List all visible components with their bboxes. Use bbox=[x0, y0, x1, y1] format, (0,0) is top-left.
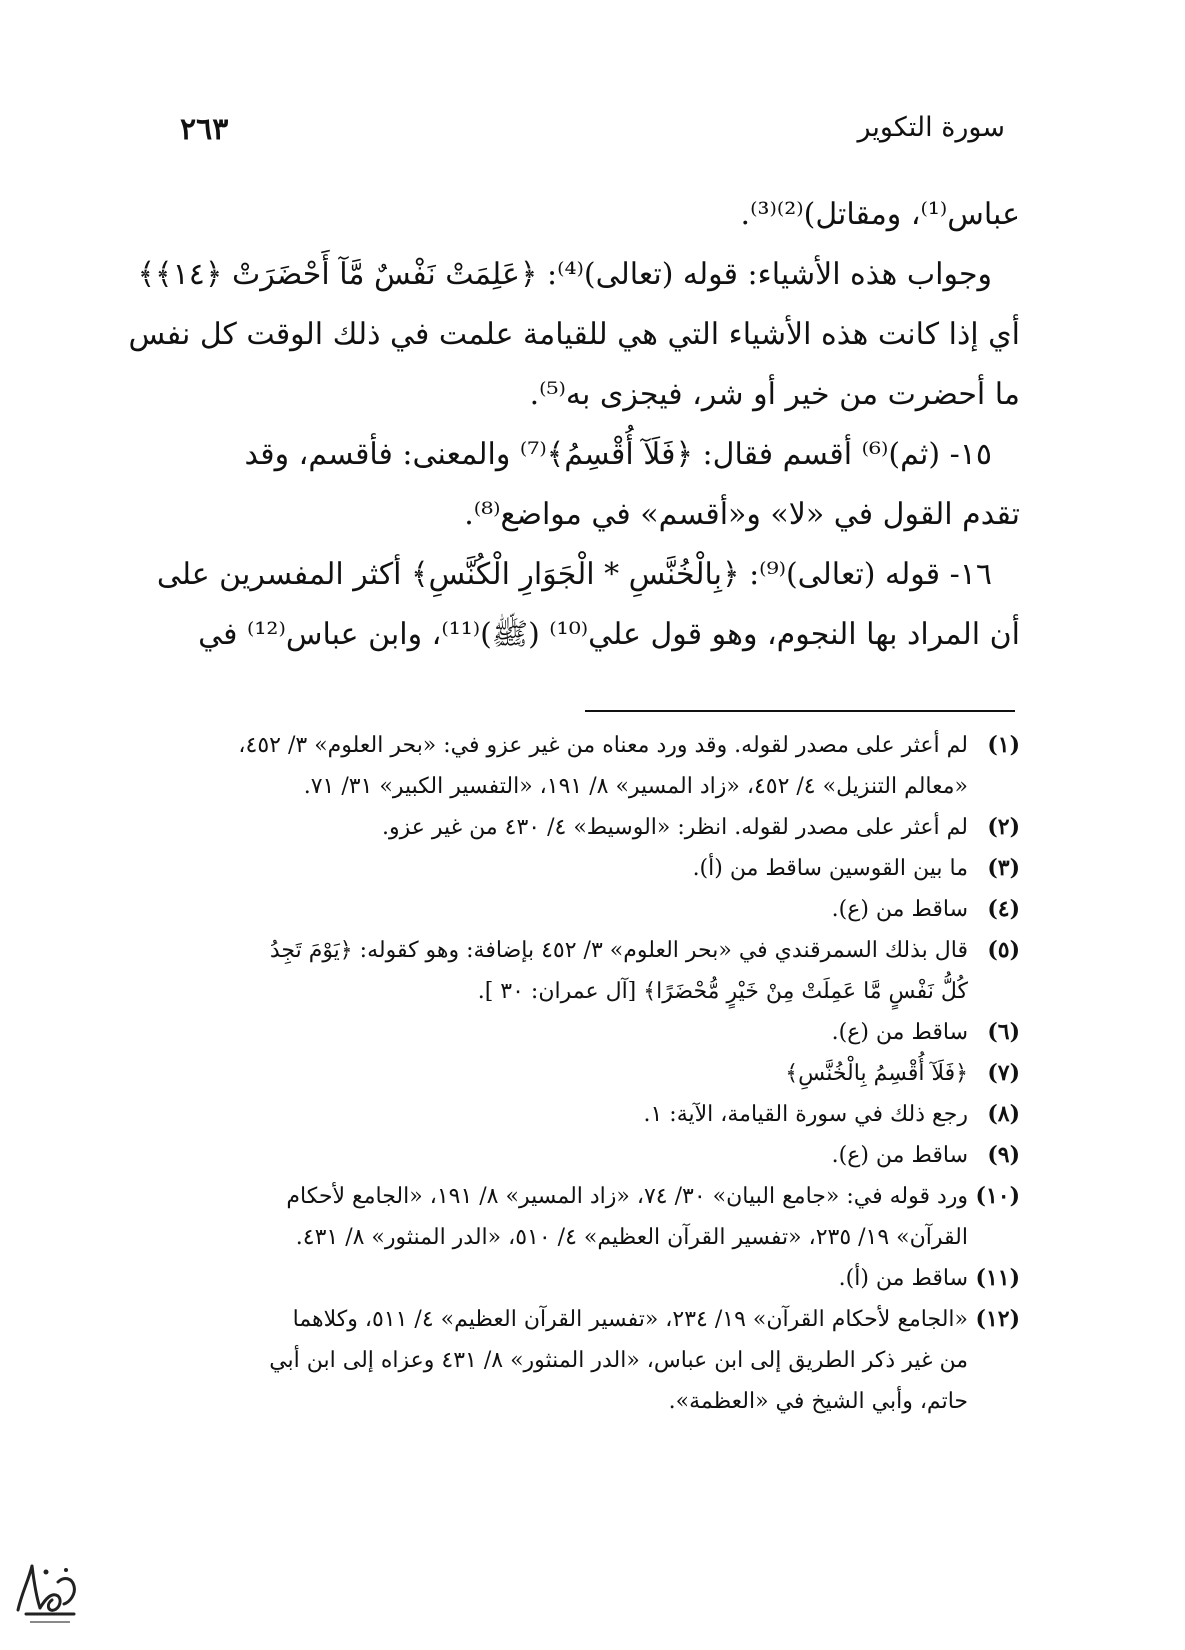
footnote-number: (٢) bbox=[987, 814, 1020, 840]
main-line: ١٦- قوله (تعالى)⁽⁹⁾: ﴿بِالْخُنَّسِ * الْجَوَارِ الْكُنَّسِ﴾ أكثر المفسرين على bbox=[156, 557, 992, 592]
footnote-text: ساقط من (أ). bbox=[838, 1266, 968, 1291]
footnote-text: «الجامع لأحكام القرآن» ١٩/ ٢٣٤، «تفسير القرآن العظيم» ٤/ ٥١١، وكلاهما bbox=[292, 1307, 968, 1332]
footnote-continuation: القرآن» ١٩/ ٢٣٥، «تفسير القرآن العظيم» ٤/ ٥١٠، «الدر المنثور» ٨/ ٤٣١. bbox=[295, 1225, 968, 1250]
footnote bbox=[140, 1012, 1020, 1053]
footnote-number: (٥) bbox=[987, 937, 1020, 963]
calligraphy-logo bbox=[12, 1552, 84, 1630]
footnote bbox=[140, 1176, 1020, 1217]
footnote-number: (٤) bbox=[987, 896, 1020, 922]
footnote bbox=[140, 807, 1020, 848]
main-line: أن المراد بها النجوم، وهو قول علي⁽¹⁰⁾ (ﷺ)⁽¹¹⁾، وابن عباس⁽¹²⁾ في bbox=[198, 617, 1020, 652]
footnote bbox=[140, 725, 1020, 766]
footnote-number: (٦) bbox=[987, 1019, 1020, 1045]
footnote-number: (١١) bbox=[975, 1265, 1020, 1291]
footnote bbox=[140, 1135, 1020, 1176]
page-number: ٢٦٣ bbox=[180, 112, 229, 147]
footnotes bbox=[140, 725, 1020, 1422]
footnote bbox=[140, 1299, 1020, 1340]
footnote-number: (١٢) bbox=[975, 1306, 1020, 1332]
footnote-text: ﴿فَلَآ أُقْسِمُ بِالْخُنَّسِ﴾ bbox=[785, 1061, 968, 1086]
footnote-text: لم أعثر على مصدر لقوله. وقد ورد معناه من غير عزو في: «بحر العلوم» ٣/ ٤٥٢، bbox=[238, 733, 968, 758]
main-line: ما أحضرت من خير أو شر، فيجزى به⁽⁵⁾. bbox=[529, 377, 1020, 412]
footnote-number: (٨) bbox=[987, 1101, 1020, 1127]
main-line: عباس⁽¹⁾، ومقاتل)⁽²⁾⁽³⁾. bbox=[740, 197, 1020, 232]
footnote-text: ساقط من (ع). bbox=[831, 1143, 968, 1168]
footnote-continuation: حاتم، وأبي الشيخ في «العظمة». bbox=[668, 1389, 968, 1414]
calligraphy-logo-icon bbox=[12, 1552, 84, 1630]
footnote-number: (١٠) bbox=[975, 1183, 1020, 1209]
surah-title: سورة التكوير bbox=[857, 112, 1005, 143]
footnote-text: قال بذلك السمرقندي في «بحر العلوم» ٣/ ٤٥٢ بإضافة: وهو كقوله: ﴿يَوْمَ تَجِدُ bbox=[269, 938, 968, 963]
footnote-continuation: من غير ذكر الطريق إلى ابن عباس، «الدر المنثور» ٨/ ٤٣١ وعزاه إلى ابن أبي bbox=[269, 1348, 968, 1373]
main-text bbox=[128, 185, 1020, 665]
main-line: وجواب هذه الأشياء: قوله (تعالى)⁽⁴⁾: ﴿عَلِمَتْ نَفْسٌ مَّآ أَحْضَرَتْ ﴿١٤﴾﴾ bbox=[137, 257, 992, 292]
footnote-number: (٣) bbox=[987, 855, 1020, 881]
footnote bbox=[140, 1258, 1020, 1299]
footnote bbox=[140, 930, 1020, 971]
footnote bbox=[140, 889, 1020, 930]
footnote-continuation: كُلُّ نَفْسٍ مَّا عَمِلَتْ مِنْ خَيْرٍ مُّحْضَرًا﴾ [آل عمران: ٣٠ ]. bbox=[477, 979, 968, 1004]
main-line: أي إذا كانت هذه الأشياء التي هي للقيامة علمت في ذلك الوقت كل نفس bbox=[128, 317, 1020, 352]
footnote-divider bbox=[585, 710, 1015, 712]
main-line: تقدم القول في «لا» و«أقسم» في مواضع⁽⁸⁾. bbox=[464, 497, 1020, 532]
main-line: ١٥- (ثم)⁽⁶⁾ أقسم فقال: ﴿فَلَآ أُقْسِمُ﴾⁽⁷⁾ والمعنى: فأقسم، وقد bbox=[244, 437, 992, 472]
footnote-text: لم أعثر على مصدر لقوله. انظر: «الوسيط» ٤/ ٤٣٠ من غير عزو. bbox=[381, 815, 968, 840]
footnote-text: ساقط من (ع). bbox=[831, 897, 968, 922]
footnote bbox=[140, 848, 1020, 889]
footnote-text: رجع ذلك في سورة القيامة، الآية: ١. bbox=[643, 1102, 968, 1127]
footnote bbox=[140, 1094, 1020, 1135]
footnote-text: ساقط من (ع). bbox=[831, 1020, 968, 1045]
footnote-text: ما بين القوسين ساقط من (أ). bbox=[692, 856, 968, 881]
footnote bbox=[140, 1053, 1020, 1094]
footnote-text: ورد قوله في: «جامع البيان» ٣٠/ ٧٤، «زاد المسير» ٨/ ١٩١، «الجامع لأحكام bbox=[286, 1184, 968, 1209]
footnote-number: (٧) bbox=[987, 1060, 1020, 1086]
footnote-continuation: «معالم التنزيل» ٤/ ٤٥٢، «زاد المسير» ٨/ ١٩١، «التفسير الكبير» ٣١/ ٧١. bbox=[303, 774, 968, 799]
footnote-number: (٩) bbox=[987, 1142, 1020, 1168]
footnote-number: (١) bbox=[987, 732, 1020, 758]
